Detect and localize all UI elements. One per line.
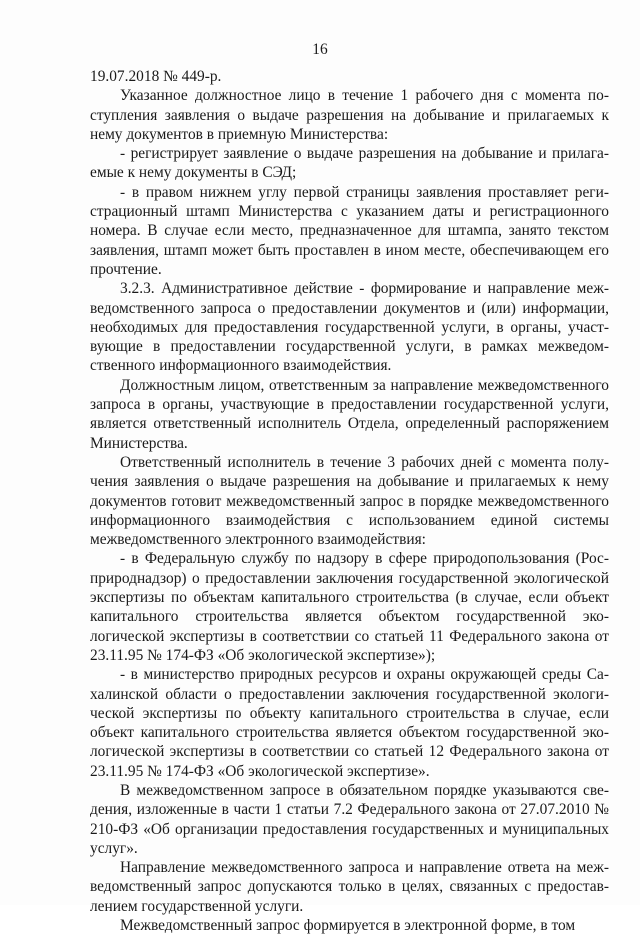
document-body: [90, 67, 609, 935]
paragraph: Межведомственный запрос формируется в электронной форме, в том: [120, 917, 576, 935]
paragraph: Должностным лицом, ответственным за направление межведомственного запроса в органы, участвующие в предоставлении государственной услуги, является ответственный исполнитель Отдела, определенный распоряжением Министерства.: [90, 376, 609, 452]
paragraph: - регистрирует заявление о выдаче разрешения на добывание и прилагаемые к нему документы в СЭД;: [90, 145, 609, 182]
paragraph: - в правом нижнем углу первой страницы заявления проставляет регистрационный штамп Министерства с указанием даты и регистрационного номера. В случае если место, предназначенное для штампа, занято текстом заявления, штамп может быть проставлен в ином месте, обеспечивающем его прочтение.: [90, 183, 609, 278]
page-number: 16: [312, 41, 328, 58]
paragraph: 3.2.3. Административное действие - формирование и направление межведомственного запроса о предоставлении документов и (или) информации, необходимых для предоставления государственной услуги, в органы, участвующие в предоставлении государственной услуги, в рамках межведомственного информационного взаимодействия.: [90, 280, 609, 375]
paragraph: - в министерство природных ресурсов и охраны окружающей среды Сахалинской области о предоставлении заключения государственной экологической экспертизы по объекту капитального строительства в случае, если объект капитального строительства является объектом государственной экологической экспертизы в соответствии со статьей 12 Федерального закона от 23.11.95 № 174-ФЗ «Об экологической экспертизе».: [90, 666, 609, 780]
paragraph: Направление межведомственного запроса и направление ответа на межведомственный запрос допускаются только в целях, связанных с предоставлением государственной услуги.: [90, 859, 609, 915]
paragraph: В межведомственном запросе в обязательном порядке указываются сведения, изложенные в части 1 статьи 7.2 Федерального закона от 27.07.2010 № 210-ФЗ «Об организации предоставления государственных и муниципальных услуг».: [90, 781, 609, 857]
paragraph: 19.07.2018 № 449-р.: [90, 68, 222, 85]
paragraph: Ответственный исполнитель в течение 3 рабочих дней с момента получения заявления о выдаче разрешения на добывание и прилагаемых к нему документов готовит межведомственный запрос в порядке межведомственного информационного взаимодействия с использованием единой системы межведомственного электронного взаимодействия:: [90, 453, 609, 549]
paragraph: - в Федеральную службу по надзору в сфере природопользования (Росприроднадзор) о предоставлении заключения государственной экологической экспертизы по объектам капитального строительства (в случае, если объект капитального строительства является объектом государственной экологической экспертизы в соответствии со статьей 11 Федерального закона от 23.11.95 № 174-ФЗ «Об экологической экспертизе»);: [90, 550, 609, 664]
paragraph: Указанное должностное лицо в течение 1 рабочего дня с момента поступления заявления о выдаче разрешения на добывание и прилагаемых к нему документов в приемную Министерства:: [90, 87, 609, 143]
